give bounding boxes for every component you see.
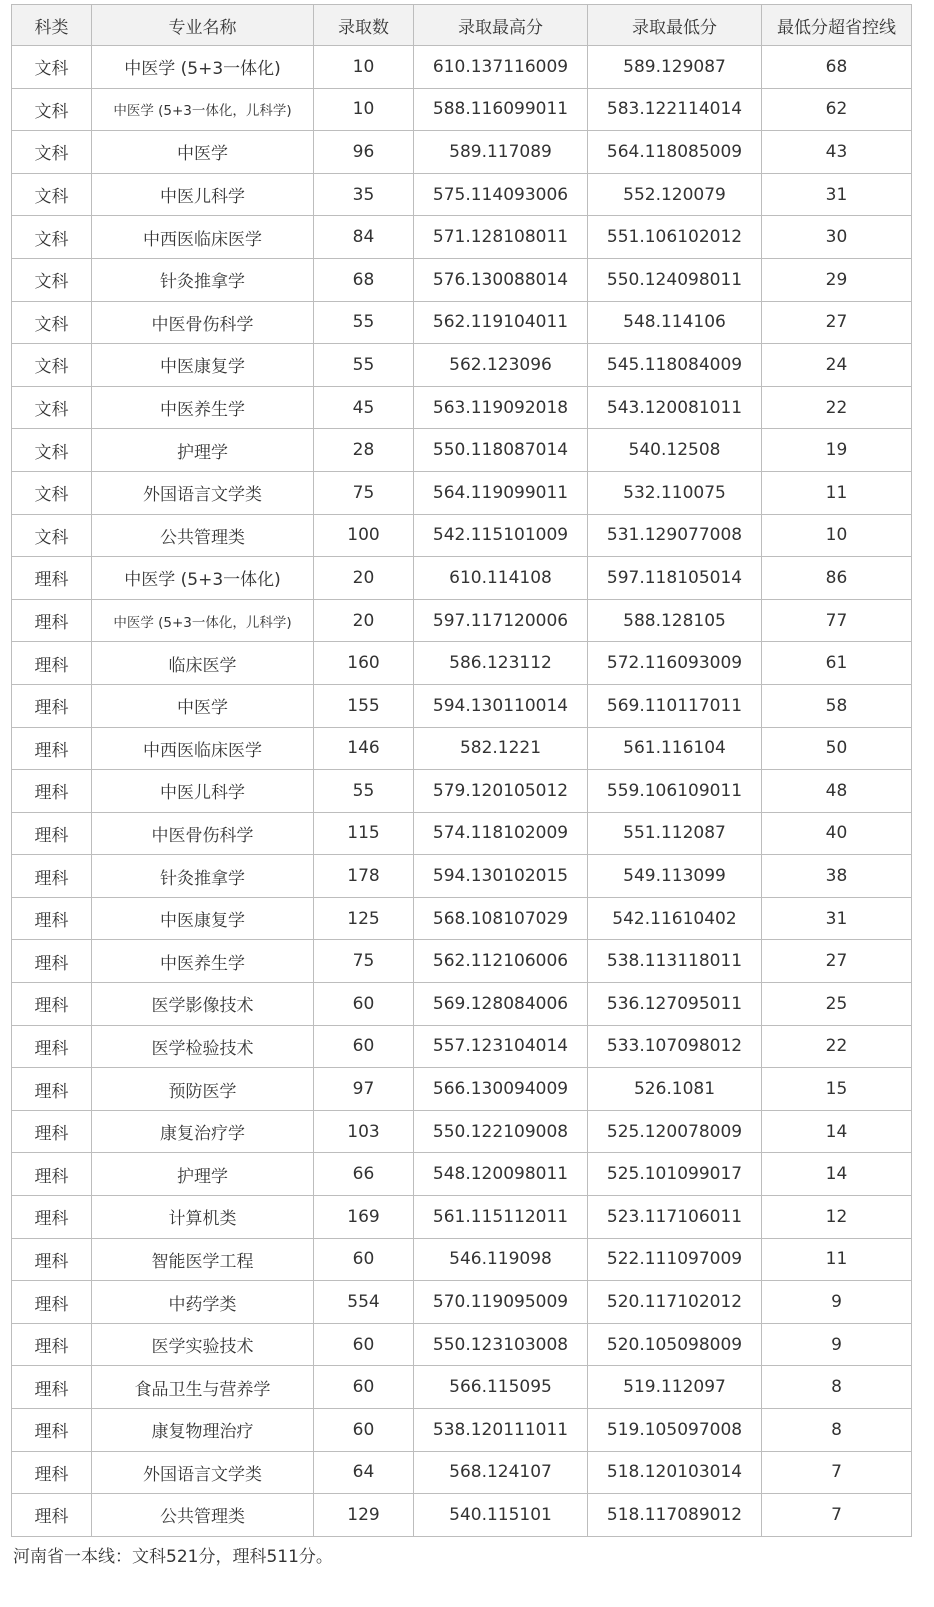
- cell-major-name: 外国语言文学类: [92, 471, 314, 514]
- cell-major-name: 公共管理类: [92, 514, 314, 557]
- cell-above-control-line: 22: [762, 386, 912, 429]
- cell-above-control-line: 77: [762, 599, 912, 642]
- table-row: [12, 1366, 912, 1409]
- header-lowest-score: 录取最低分: [588, 5, 762, 46]
- cell-category: 理科: [12, 642, 92, 685]
- cell-lowest-score: 520.117102012: [588, 1281, 762, 1324]
- cell-major-name: 中西医临床医学: [92, 727, 314, 770]
- cell-lowest-score: 561.116104: [588, 727, 762, 770]
- cell-major-name: 中西医临床医学: [92, 216, 314, 259]
- cell-category: 文科: [12, 88, 92, 131]
- cell-lowest-score: 522.111097009: [588, 1238, 762, 1281]
- cell-category: 理科: [12, 599, 92, 642]
- cell-above-control-line: 8: [762, 1366, 912, 1409]
- cell-major-name: 中医骨伤科学: [92, 301, 314, 344]
- cell-lowest-score: 519.105097008: [588, 1409, 762, 1452]
- cell-above-control-line: 8: [762, 1409, 912, 1452]
- cell-above-control-line: 14: [762, 1153, 912, 1196]
- cell-admitted-count: 10: [314, 88, 414, 131]
- cell-lowest-score: 551.112087: [588, 812, 762, 855]
- cell-lowest-score: 548.114106: [588, 301, 762, 344]
- cell-admitted-count: 96: [314, 131, 414, 174]
- cell-major-name: 食品卫生与营养学: [92, 1366, 314, 1409]
- cell-lowest-score: 525.101099017: [588, 1153, 762, 1196]
- cell-admitted-count: 66: [314, 1153, 414, 1196]
- cell-highest-score: 568.124107: [414, 1451, 588, 1494]
- cell-admitted-count: 45: [314, 386, 414, 429]
- table-row: [12, 1110, 912, 1153]
- cell-major-name: 护理学: [92, 1153, 314, 1196]
- cell-above-control-line: 14: [762, 1110, 912, 1153]
- cell-lowest-score: 588.128105: [588, 599, 762, 642]
- cell-category: 文科: [12, 514, 92, 557]
- cell-category: 理科: [12, 855, 92, 898]
- cell-major-name: 康复治疗学: [92, 1110, 314, 1153]
- cell-highest-score: 538.120111011: [414, 1409, 588, 1452]
- table-row: [12, 727, 912, 770]
- cell-admitted-count: 75: [314, 471, 414, 514]
- cell-above-control-line: 48: [762, 770, 912, 813]
- cell-lowest-score: 543.120081011: [588, 386, 762, 429]
- cell-lowest-score: 542.11610402: [588, 897, 762, 940]
- cell-major-name: 中医儿科学: [92, 770, 314, 813]
- cell-admitted-count: 64: [314, 1451, 414, 1494]
- cell-highest-score: 546.119098: [414, 1238, 588, 1281]
- cell-highest-score: 568.108107029: [414, 897, 588, 940]
- cell-admitted-count: 155: [314, 684, 414, 727]
- cell-above-control-line: 7: [762, 1451, 912, 1494]
- table-row: [12, 1068, 912, 1111]
- cell-admitted-count: 160: [314, 642, 414, 685]
- cell-above-control-line: 12: [762, 1196, 912, 1239]
- cell-above-control-line: 38: [762, 855, 912, 898]
- cell-category: 文科: [12, 429, 92, 472]
- cell-category: 理科: [12, 1281, 92, 1324]
- cell-lowest-score: 549.113099: [588, 855, 762, 898]
- cell-highest-score: 610.137116009: [414, 46, 588, 89]
- cell-major-name: 医学检验技术: [92, 1025, 314, 1068]
- cell-admitted-count: 20: [314, 599, 414, 642]
- cell-above-control-line: 10: [762, 514, 912, 557]
- cell-highest-score: 562.112106006: [414, 940, 588, 983]
- cell-above-control-line: 40: [762, 812, 912, 855]
- cell-admitted-count: 55: [314, 344, 414, 387]
- cell-highest-score: 550.123103008: [414, 1323, 588, 1366]
- cell-category: 理科: [12, 1196, 92, 1239]
- cell-major-name: 中医学 (5+3一体化，儿科学): [92, 599, 314, 642]
- cell-highest-score: 562.123096: [414, 344, 588, 387]
- header-major-name: 专业名称: [92, 5, 314, 46]
- table-row: [12, 1025, 912, 1068]
- table-row: [12, 173, 912, 216]
- footnote: 河南省一本线：文科521分，理科511分。: [13, 1547, 333, 1567]
- header-category: 科类: [12, 5, 92, 46]
- table-row: [12, 642, 912, 685]
- cell-category: 理科: [12, 1025, 92, 1068]
- cell-admitted-count: 60: [314, 1366, 414, 1409]
- cell-lowest-score: 550.124098011: [588, 258, 762, 301]
- cell-highest-score: 574.118102009: [414, 812, 588, 855]
- table-row: [12, 983, 912, 1026]
- cell-lowest-score: 569.110117011: [588, 684, 762, 727]
- cell-admitted-count: 10: [314, 46, 414, 89]
- cell-category: 文科: [12, 258, 92, 301]
- cell-lowest-score: 526.1081: [588, 1068, 762, 1111]
- cell-highest-score: 540.115101: [414, 1494, 588, 1537]
- cell-lowest-score: 545.118084009: [588, 344, 762, 387]
- cell-above-control-line: 7: [762, 1494, 912, 1537]
- cell-highest-score: 588.116099011: [414, 88, 588, 131]
- cell-major-name: 中药学类: [92, 1281, 314, 1324]
- cell-highest-score: 569.128084006: [414, 983, 588, 1026]
- cell-highest-score: 563.119092018: [414, 386, 588, 429]
- cell-major-name: 护理学: [92, 429, 314, 472]
- table-header: [12, 5, 912, 46]
- cell-category: 理科: [12, 1409, 92, 1452]
- cell-above-control-line: 9: [762, 1323, 912, 1366]
- cell-major-name: 针灸推拿学: [92, 855, 314, 898]
- table-row: [12, 1409, 912, 1452]
- cell-lowest-score: 538.113118011: [588, 940, 762, 983]
- cell-category: 文科: [12, 471, 92, 514]
- cell-highest-score: 594.130110014: [414, 684, 588, 727]
- cell-admitted-count: 554: [314, 1281, 414, 1324]
- cell-admitted-count: 178: [314, 855, 414, 898]
- cell-lowest-score: 597.118105014: [588, 557, 762, 600]
- cell-above-control-line: 43: [762, 131, 912, 174]
- cell-admitted-count: 60: [314, 983, 414, 1026]
- cell-admitted-count: 60: [314, 1025, 414, 1068]
- cell-category: 文科: [12, 46, 92, 89]
- cell-lowest-score: 589.129087: [588, 46, 762, 89]
- table-row: [12, 258, 912, 301]
- cell-category: 理科: [12, 557, 92, 600]
- cell-major-name: 中医骨伤科学: [92, 812, 314, 855]
- cell-lowest-score: 532.110075: [588, 471, 762, 514]
- cell-admitted-count: 60: [314, 1409, 414, 1452]
- cell-lowest-score: 536.127095011: [588, 983, 762, 1026]
- cell-category: 理科: [12, 727, 92, 770]
- cell-category: 理科: [12, 684, 92, 727]
- table-row: [12, 301, 912, 344]
- admission-scores-table: [11, 4, 912, 1537]
- cell-lowest-score: 519.112097: [588, 1366, 762, 1409]
- cell-highest-score: 579.120105012: [414, 770, 588, 813]
- table-row: [12, 1196, 912, 1239]
- cell-admitted-count: 28: [314, 429, 414, 472]
- cell-above-control-line: 31: [762, 897, 912, 940]
- cell-admitted-count: 75: [314, 940, 414, 983]
- cell-above-control-line: 27: [762, 301, 912, 344]
- cell-major-name: 中医学 (5+3一体化，儿科学): [92, 88, 314, 131]
- cell-above-control-line: 58: [762, 684, 912, 727]
- cell-above-control-line: 62: [762, 88, 912, 131]
- cell-category: 文科: [12, 131, 92, 174]
- cell-lowest-score: 540.12508: [588, 429, 762, 472]
- cell-above-control-line: 61: [762, 642, 912, 685]
- cell-highest-score: 575.114093006: [414, 173, 588, 216]
- cell-admitted-count: 129: [314, 1494, 414, 1537]
- header-highest-score: 录取最高分: [414, 5, 588, 46]
- cell-major-name: 中医学: [92, 131, 314, 174]
- table-row: [12, 46, 912, 89]
- cell-admitted-count: 100: [314, 514, 414, 557]
- cell-lowest-score: 518.117089012: [588, 1494, 762, 1537]
- cell-major-name: 计算机类: [92, 1196, 314, 1239]
- cell-category: 理科: [12, 940, 92, 983]
- table-row: [12, 770, 912, 813]
- cell-lowest-score: 559.106109011: [588, 770, 762, 813]
- header-above-control-line: 最低分超省控线: [762, 5, 912, 46]
- table-row: [12, 471, 912, 514]
- cell-major-name: 医学实验技术: [92, 1323, 314, 1366]
- cell-highest-score: 550.118087014: [414, 429, 588, 472]
- cell-highest-score: 576.130088014: [414, 258, 588, 301]
- cell-lowest-score: 583.122114014: [588, 88, 762, 131]
- cell-lowest-score: 551.106102012: [588, 216, 762, 259]
- cell-highest-score: 557.123104014: [414, 1025, 588, 1068]
- cell-major-name: 外国语言文学类: [92, 1451, 314, 1494]
- cell-category: 理科: [12, 983, 92, 1026]
- cell-admitted-count: 20: [314, 557, 414, 600]
- cell-admitted-count: 55: [314, 770, 414, 813]
- cell-major-name: 医学影像技术: [92, 983, 314, 1026]
- cell-lowest-score: 520.105098009: [588, 1323, 762, 1366]
- cell-major-name: 中医学 (5+3一体化): [92, 46, 314, 89]
- cell-category: 理科: [12, 1323, 92, 1366]
- cell-major-name: 康复物理治疗: [92, 1409, 314, 1452]
- cell-highest-score: 542.115101009: [414, 514, 588, 557]
- cell-above-control-line: 24: [762, 344, 912, 387]
- cell-admitted-count: 55: [314, 301, 414, 344]
- cell-above-control-line: 86: [762, 557, 912, 600]
- table-row: [12, 1238, 912, 1281]
- cell-above-control-line: 11: [762, 471, 912, 514]
- cell-major-name: 中医康复学: [92, 897, 314, 940]
- cell-lowest-score: 533.107098012: [588, 1025, 762, 1068]
- cell-admitted-count: 97: [314, 1068, 414, 1111]
- cell-above-control-line: 30: [762, 216, 912, 259]
- cell-lowest-score: 572.116093009: [588, 642, 762, 685]
- cell-admitted-count: 146: [314, 727, 414, 770]
- cell-category: 理科: [12, 1366, 92, 1409]
- cell-highest-score: 564.119099011: [414, 471, 588, 514]
- cell-admitted-count: 60: [314, 1238, 414, 1281]
- cell-above-control-line: 27: [762, 940, 912, 983]
- cell-category: 理科: [12, 812, 92, 855]
- cell-highest-score: 561.115112011: [414, 1196, 588, 1239]
- cell-major-name: 公共管理类: [92, 1494, 314, 1537]
- cell-highest-score: 566.115095: [414, 1366, 588, 1409]
- table-row: [12, 514, 912, 557]
- cell-admitted-count: 115: [314, 812, 414, 855]
- cell-admitted-count: 84: [314, 216, 414, 259]
- table-row: [12, 1281, 912, 1324]
- table-row: [12, 1323, 912, 1366]
- cell-highest-score: 550.122109008: [414, 1110, 588, 1153]
- table-row: [12, 216, 912, 259]
- cell-lowest-score: 525.120078009: [588, 1110, 762, 1153]
- cell-category: 文科: [12, 216, 92, 259]
- cell-lowest-score: 523.117106011: [588, 1196, 762, 1239]
- cell-above-control-line: 29: [762, 258, 912, 301]
- cell-category: 理科: [12, 1494, 92, 1537]
- cell-lowest-score: 531.129077008: [588, 514, 762, 557]
- cell-above-control-line: 22: [762, 1025, 912, 1068]
- table-row: [12, 386, 912, 429]
- cell-lowest-score: 564.118085009: [588, 131, 762, 174]
- cell-category: 理科: [12, 1110, 92, 1153]
- cell-lowest-score: 518.120103014: [588, 1451, 762, 1494]
- table-row: [12, 855, 912, 898]
- cell-category: 理科: [12, 770, 92, 813]
- cell-admitted-count: 60: [314, 1323, 414, 1366]
- table-row: [12, 1494, 912, 1537]
- cell-above-control-line: 31: [762, 173, 912, 216]
- cell-category: 理科: [12, 1451, 92, 1494]
- cell-admitted-count: 125: [314, 897, 414, 940]
- cell-category: 文科: [12, 301, 92, 344]
- cell-highest-score: 597.117120006: [414, 599, 588, 642]
- table-row: [12, 1451, 912, 1494]
- cell-above-control-line: 11: [762, 1238, 912, 1281]
- table-row: [12, 940, 912, 983]
- cell-above-control-line: 50: [762, 727, 912, 770]
- cell-above-control-line: 19: [762, 429, 912, 472]
- table-row: [12, 1153, 912, 1196]
- cell-above-control-line: 25: [762, 983, 912, 1026]
- cell-admitted-count: 103: [314, 1110, 414, 1153]
- header-row: [12, 5, 912, 46]
- cell-category: 文科: [12, 173, 92, 216]
- cell-highest-score: 562.119104011: [414, 301, 588, 344]
- cell-highest-score: 570.119095009: [414, 1281, 588, 1324]
- table-row: [12, 684, 912, 727]
- cell-highest-score: 571.128108011: [414, 216, 588, 259]
- cell-category: 理科: [12, 1153, 92, 1196]
- cell-admitted-count: 68: [314, 258, 414, 301]
- cell-category: 理科: [12, 1068, 92, 1111]
- cell-major-name: 临床医学: [92, 642, 314, 685]
- cell-highest-score: 594.130102015: [414, 855, 588, 898]
- cell-category: 文科: [12, 344, 92, 387]
- table-row: [12, 88, 912, 131]
- cell-major-name: 中医学 (5+3一体化): [92, 557, 314, 600]
- table-row: [12, 344, 912, 387]
- table-row: [12, 599, 912, 642]
- cell-major-name: 中医养生学: [92, 386, 314, 429]
- cell-highest-score: 582.1221: [414, 727, 588, 770]
- cell-highest-score: 566.130094009: [414, 1068, 588, 1111]
- cell-major-name: 中医康复学: [92, 344, 314, 387]
- cell-major-name: 中医养生学: [92, 940, 314, 983]
- table-row: [12, 897, 912, 940]
- cell-major-name: 预防医学: [92, 1068, 314, 1111]
- cell-highest-score: 589.117089: [414, 131, 588, 174]
- table-row: [12, 429, 912, 472]
- table-row: [12, 557, 912, 600]
- cell-category: 理科: [12, 897, 92, 940]
- cell-major-name: 针灸推拿学: [92, 258, 314, 301]
- cell-above-control-line: 68: [762, 46, 912, 89]
- cell-above-control-line: 15: [762, 1068, 912, 1111]
- cell-major-name: 中医学: [92, 684, 314, 727]
- table-row: [12, 812, 912, 855]
- cell-major-name: 智能医学工程: [92, 1238, 314, 1281]
- cell-major-name: 中医儿科学: [92, 173, 314, 216]
- cell-highest-score: 610.114108: [414, 557, 588, 600]
- cell-above-control-line: 9: [762, 1281, 912, 1324]
- cell-admitted-count: 169: [314, 1196, 414, 1239]
- header-admitted-count: 录取数: [314, 5, 414, 46]
- table-row: [12, 131, 912, 174]
- cell-category: 理科: [12, 1238, 92, 1281]
- cell-admitted-count: 35: [314, 173, 414, 216]
- cell-lowest-score: 552.120079: [588, 173, 762, 216]
- table-body: [12, 46, 912, 1537]
- cell-category: 文科: [12, 386, 92, 429]
- cell-highest-score: 586.123112: [414, 642, 588, 685]
- cell-highest-score: 548.120098011: [414, 1153, 588, 1196]
